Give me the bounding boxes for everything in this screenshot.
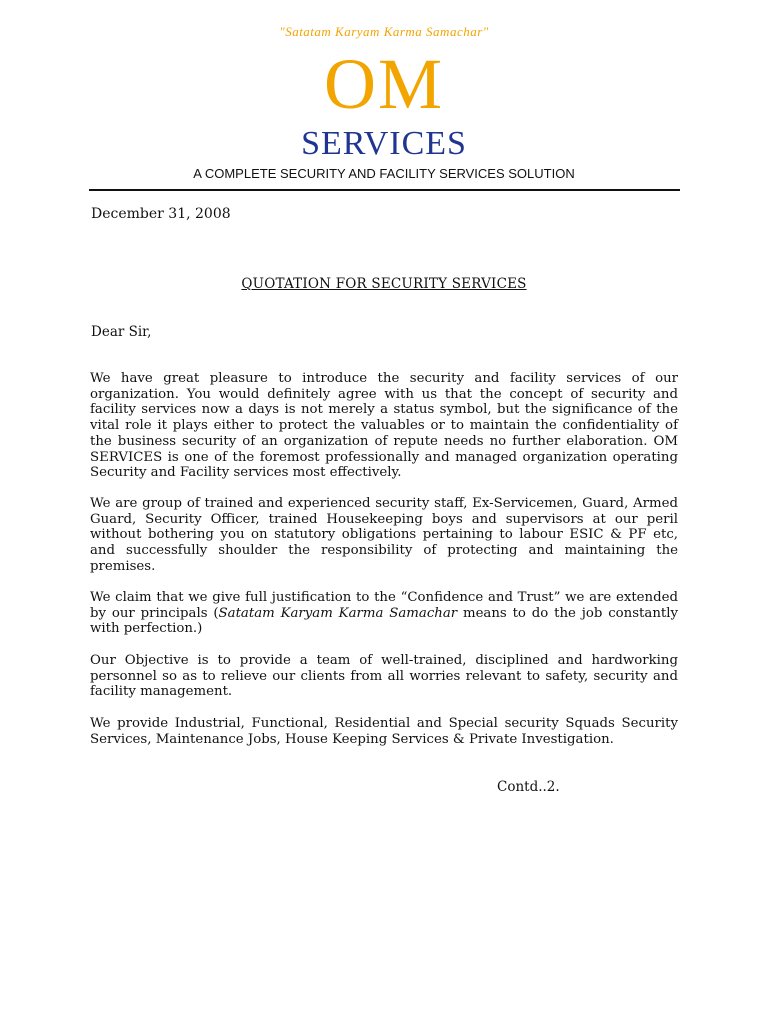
letter-subject: QUOTATION FOR SECURITY SERVICES [241, 276, 527, 292]
letter-salutation: Dear Sir, [91, 324, 152, 340]
paragraph-objective: Our Objective is to provide a team of well-trained, disciplined and hardworking personnel so as to relieve our clients from all worries relevant to safety, security and facility management. [90, 653, 678, 700]
letter-date: December 31, 2008 [91, 206, 231, 222]
company-tagline: A COMPLETE SECURITY AND FACILITY SERVICES SOLUTION [193, 166, 575, 181]
letterhead-motto: "Satatam Karyam Karma Samachar" [279, 24, 489, 39]
company-logo-services: SERVICES [301, 125, 467, 162]
paragraph-confidence [90, 590, 678, 637]
paragraph-services: We provide Industrial, Functional, Residential and Special security Squads Security Services, Maintenance Jobs, House Keeping Services & Private Investigation. [90, 716, 678, 747]
continued-note: Contd..2. [497, 779, 560, 795]
paragraph-staff: We are group of trained and experienced security staff, Ex-Servicemen, Guard, Armed Guard, Security Officer, trained Housekeeping boys and supervisors at our peril without bothering you on statutory obligations pertaining to labour ESIC & PF etc, and successfully shoulder the responsibility of protecting and maintaining the premises. [90, 496, 678, 574]
paragraph-introduction: We have great pleasure to introduce the security and facility services of our organization. You would definitely agree with us that the concept of security and facility services now a days is not merely a status symbol, but the significance of the vital role it plays either to protect the valuables or to maintain the confidentiality of the business security of an organization of repute needs no further elaboration. OM SERVICES is one of the foremost professionally and managed organization operating Security and Facility services most effectively. [90, 371, 678, 481]
paragraph-confidence-end: means to do the job constantly with perfection.) [90, 605, 678, 637]
motto-italic: Satatam Karyam Karma Samachar [218, 605, 458, 621]
company-logo-om: OM [323, 44, 444, 124]
paragraph-confidence-start: We claim that we give full justification to the “Confidence and Trust” we are extended by our principals ( [90, 590, 678, 621]
header-divider [89, 189, 680, 191]
